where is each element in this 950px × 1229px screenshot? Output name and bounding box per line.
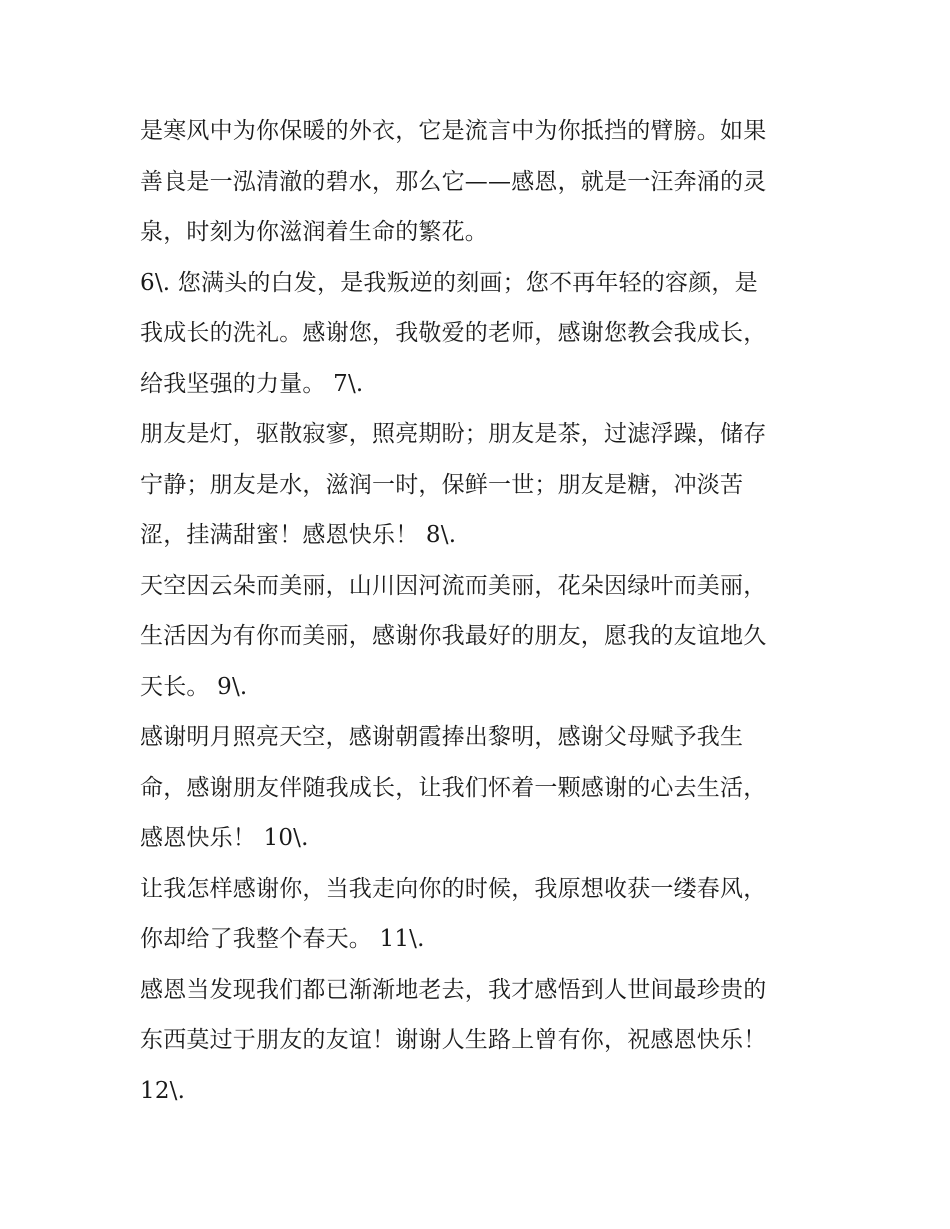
paragraph-5 [140, 712, 820, 864]
text-line: 天空因云朵而美丽，山川因河流而美丽，花朵因绿叶而美丽， [140, 572, 767, 599]
text-line: 善良是一泓清澈的碧水，那么它——感恩，就是一汪奔涌的灵 [140, 168, 767, 195]
text-line: 6\. 您满头的白发，是我叛逆的刻画；您不再年轻的容颜，是 [140, 269, 758, 296]
text-line: 感恩当发现我们都已渐渐地老去，我才感悟到人世间最珍贵的 [140, 976, 767, 1003]
paragraph-2 [140, 258, 820, 410]
text-line: 东西莫过于朋友的友谊！谢谢人生路上曾有你，祝感恩快乐！ [140, 1027, 767, 1053]
text-line: 命，感谢朋友伴随我成长，让我们怀着一颗感谢的心去生活， [140, 774, 767, 801]
paragraph-1 [140, 106, 820, 258]
paragraph-7 [140, 965, 820, 1117]
text-line: 是寒风中为你保暖的外衣，它是流言中为你抵挡的臂膀。如果 [140, 118, 767, 144]
text-line: 生活因为有你而美丽，感谢你我最好的朋友，愿我的友谊地久 [140, 623, 767, 649]
text-line: 让我怎样感谢你，当我走向你的时候，我原想收获一缕春风， [140, 875, 767, 902]
document-body [140, 106, 820, 1116]
text-line: 朋友是灯，驱散寂寥，照亮期盼；朋友是茶，过滤浮躁，储存 [140, 421, 767, 447]
paragraph-3 [140, 409, 820, 561]
text-line: 涩，挂满甜蜜！感恩快乐！ 8\. [140, 522, 457, 548]
text-line: 12\. [140, 1077, 186, 1104]
text-line: 宁静；朋友是水，滋润一时，保鲜一世；朋友是糖，冲淡苦 [140, 471, 744, 498]
text-line: 给我坚强的力量。 7\. [140, 370, 364, 397]
text-line: 我成长的洗礼。感谢您，我敬爱的老师，感谢您教会我成长， [140, 320, 767, 346]
text-line: 感谢明月照亮天空，感谢朝霞捧出黎明，感谢父母赋予我生 [140, 724, 744, 750]
text-line: 感恩快乐！ 10\. [140, 825, 309, 851]
text-line: 天长。 9\. [140, 673, 248, 700]
paragraph-4 [140, 561, 820, 713]
text-line: 泉，时刻为你滋润着生命的繁花。 [140, 219, 488, 245]
text-line: 你却给了我整个春天。 11\. [140, 926, 425, 952]
paragraph-6 [140, 864, 820, 965]
